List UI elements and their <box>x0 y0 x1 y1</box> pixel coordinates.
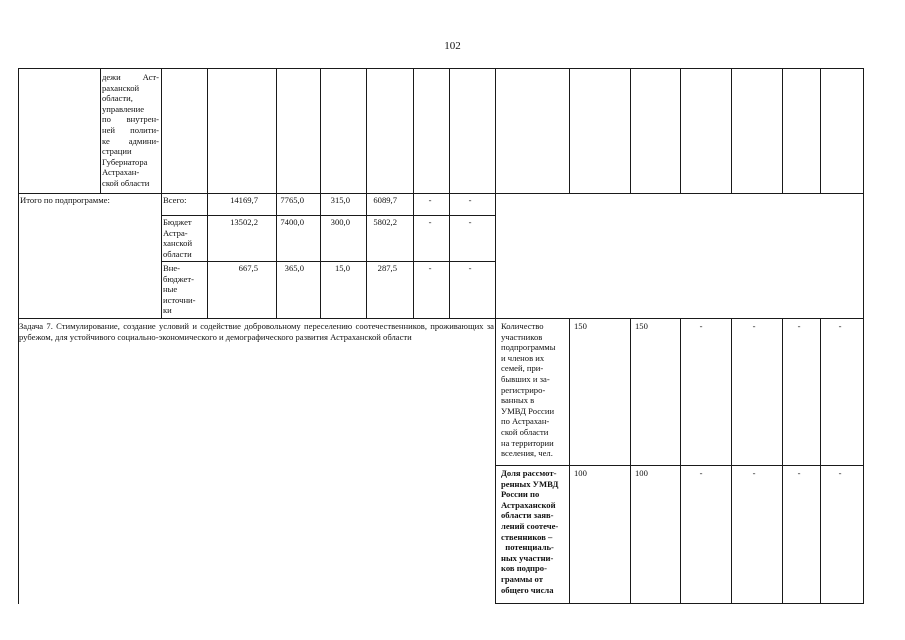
funding-value: - <box>468 195 472 205</box>
indicator-name-line: участников <box>501 331 543 342</box>
funding-value: - <box>468 263 472 273</box>
table-rule <box>449 193 450 319</box>
funding-source-label: Бюджет <box>163 217 192 227</box>
indicator-name-line: лений соотече- <box>501 521 559 531</box>
funding-value: 300,0 <box>330 217 350 227</box>
executor-text-line: ней полити- <box>102 125 159 135</box>
funding-value: 15,0 <box>334 263 350 273</box>
table-rule <box>18 68 864 69</box>
funding-value: 667,5 <box>238 263 258 273</box>
table-rule <box>782 68 783 194</box>
executor-text-line: управление <box>102 103 145 114</box>
executor-text-line: области, <box>102 93 133 104</box>
table-rule <box>495 318 496 604</box>
table-rule <box>680 68 681 194</box>
indicator-name-line: России по <box>501 489 540 500</box>
table-rule <box>276 68 277 194</box>
indicator-name-line: ственников – <box>501 531 553 542</box>
table-rule <box>18 193 864 194</box>
table-rule <box>366 193 367 319</box>
executor-text-line: Астрахан- <box>102 167 140 178</box>
indicator-name-line: Доля рассмот- <box>501 468 557 478</box>
indicator-name-line: области заяв- <box>501 510 554 521</box>
indicator-name-line: граммы от <box>501 574 543 584</box>
indicator-name-line: вселения, чел. <box>501 448 553 459</box>
table-rule <box>207 193 208 319</box>
table-rule <box>820 68 821 194</box>
funding-value: 7400,0 <box>280 217 304 227</box>
funding-value: 365,0 <box>284 263 304 273</box>
indicator-name-line: Астраханской <box>501 499 556 510</box>
indicator-value: - <box>797 321 801 331</box>
funding-source-label: источни- <box>163 294 196 305</box>
indicator-name-line: по Астрахан- <box>501 416 550 427</box>
funding-value: - <box>428 195 432 205</box>
table-rule <box>782 318 783 604</box>
funding-value: - <box>428 263 432 273</box>
table-rule <box>276 193 277 319</box>
funding-value: 5802,2 <box>373 217 397 227</box>
executor-text-line: по внутрен- <box>102 114 159 125</box>
table-rule <box>495 68 496 194</box>
table-rule <box>569 68 570 194</box>
table-rule <box>413 193 414 319</box>
indicator-value: 150 <box>635 321 648 331</box>
table-rule <box>630 68 631 194</box>
indicator-value: - <box>838 468 842 478</box>
funding-source-label: Астра- <box>163 227 188 238</box>
table-rule <box>569 318 570 604</box>
indicator-name-line: бывших и за- <box>501 374 550 384</box>
table-rule <box>18 68 19 194</box>
executor-text-line: ской области <box>102 178 150 188</box>
indicator-value: 100 <box>635 468 648 478</box>
funding-value: 6089,7 <box>373 195 397 205</box>
executor-text-line: ке админи- <box>102 135 159 146</box>
funding-source-label: Вне- <box>163 263 181 273</box>
indicator-value: - <box>797 468 801 478</box>
funding-value: 315,0 <box>330 195 350 205</box>
indicator-value: - <box>838 321 842 331</box>
executor-text-line: дежи Аст- <box>102 72 159 82</box>
indicator-name-line: ков подпро- <box>501 563 547 574</box>
indicator-name-line: Количество <box>501 321 544 331</box>
table-rule <box>630 318 631 604</box>
table-rule <box>320 68 321 194</box>
table-rule <box>413 68 414 194</box>
indicator-name-line: подпрограммы <box>501 342 556 353</box>
table-rule <box>495 193 496 319</box>
table-rule <box>161 261 496 262</box>
executor-text-line: страции <box>102 146 132 157</box>
table-rule <box>100 68 101 194</box>
funding-value: - <box>468 217 472 227</box>
table-rule <box>161 215 496 216</box>
table-rule <box>18 318 864 319</box>
funding-value: - <box>428 217 432 227</box>
funding-source-label: ханской <box>163 238 193 249</box>
table-rule <box>18 193 19 319</box>
executor-text-line: раханской <box>102 82 140 93</box>
indicator-name-line: ных участни- <box>501 552 554 563</box>
indicator-name-line: потенциаль- <box>501 542 554 553</box>
table-rule <box>449 68 450 194</box>
indicator-value: - <box>752 468 756 478</box>
table-rule <box>731 318 732 604</box>
indicator-name-line: регистриро- <box>501 384 546 395</box>
indicator-name-line: общего числа <box>501 584 554 595</box>
indicator-name-line: ской области <box>501 427 549 437</box>
table-rule <box>161 193 162 319</box>
table-rule <box>366 68 367 194</box>
indicator-value: - <box>752 321 756 331</box>
indicator-name-line: семей, при- <box>501 363 544 374</box>
table-rule <box>863 193 864 319</box>
table-rule <box>207 68 208 194</box>
executor-text-line: Губернатора <box>102 156 148 167</box>
table-rule <box>161 68 162 194</box>
table-rule <box>320 193 321 319</box>
table-rule <box>863 68 864 194</box>
indicator-name-line: и членов их <box>501 352 545 363</box>
indicator-value: - <box>699 321 703 331</box>
indicator-name-line: ренных УМВД <box>501 478 559 489</box>
funding-value: 14169,7 <box>230 195 258 205</box>
funding-source-label: бюджет- <box>163 273 194 284</box>
funding-source-label: Всего: <box>163 195 187 205</box>
table-rule <box>680 318 681 604</box>
funding-value: 13502,2 <box>230 217 258 227</box>
table-rule <box>820 318 821 604</box>
indicator-name-line: на территории <box>501 437 554 448</box>
indicator-value: - <box>699 468 703 478</box>
funding-source-label: ки <box>163 305 172 316</box>
funding-source-label: ные <box>163 284 178 295</box>
indicator-value: 100 <box>574 468 587 478</box>
funding-value: 287,5 <box>377 263 397 273</box>
indicator-name-line: УМВД России <box>501 405 555 416</box>
funding-source-label: области <box>163 248 192 259</box>
table-rule <box>731 68 732 194</box>
page-number: 102 <box>444 40 461 52</box>
table-rule <box>18 318 19 604</box>
totals-label: Итого по подпрограмме: <box>20 195 110 205</box>
task-7-description: Задача 7. Стимулирование, создание условий и содействие добровольному переселению соотечественников, проживающих за рубежом, для устойчивого социально-экономического и демографического развития Астраханской области <box>19 321 494 342</box>
table-rule <box>863 318 864 604</box>
funding-value: 7765,0 <box>280 195 304 205</box>
indicator-name-line: ванных в <box>501 395 535 406</box>
indicator-value: 150 <box>574 321 587 331</box>
